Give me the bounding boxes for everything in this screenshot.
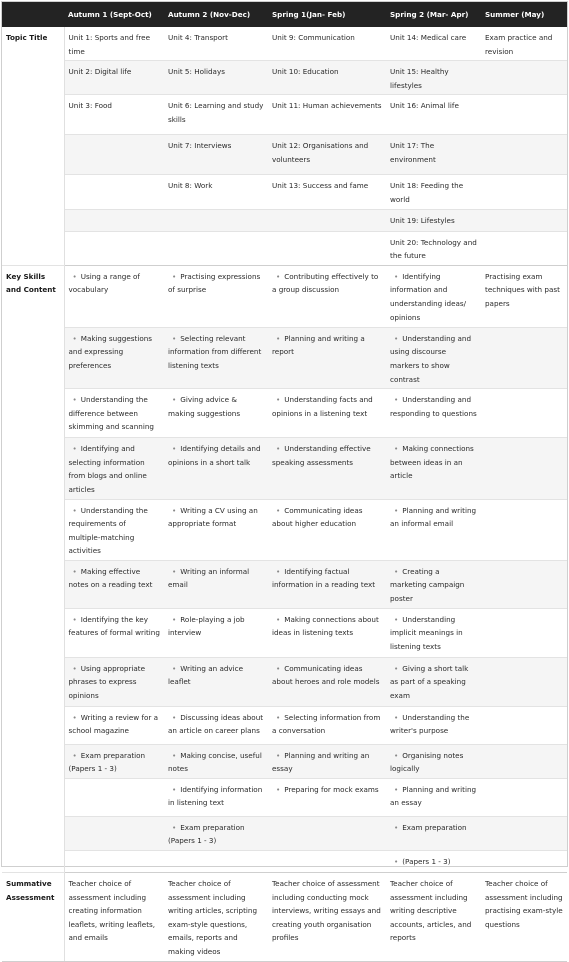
table-body [2,27,567,961]
table-cell [64,851,164,873]
header-cell-spring-2: Spring 2 (Mar- Apr) [386,2,481,27]
cell-text: Understanding the requirements of multiple-matching activities [68,505,148,556]
table-cell [268,327,386,388]
cell-text: Unit 18: Feeding the world [390,181,464,204]
table-cell [64,61,164,95]
table-cell [268,499,386,560]
table-cell [481,327,567,388]
table-cell [64,265,164,327]
cell-text: Unit 11: Human achievements [272,101,382,111]
table-cell [386,209,481,231]
table-row [2,27,567,61]
table-cell [268,657,386,706]
table-cell [481,560,567,608]
bullet-icon: • [276,614,281,624]
bullet-icon: • [276,395,281,405]
bullet-icon: • [394,333,399,343]
bullet-icon: • [394,505,399,515]
cell-text: Unit 13: Success and fame [272,181,369,191]
table-row [2,560,567,608]
table-row [2,873,567,962]
cell-text: Contributing effectively to a group discussion [272,271,379,295]
table-cell [481,706,567,744]
table-cell [481,851,567,873]
table-cell [268,389,386,438]
table-cell [64,873,164,962]
cell-text: Identifying and selecting information from blogs and online articles [68,444,147,494]
cell-text: Role-playing a job interview [168,614,245,638]
cell-text: Unit 16: Animal life [390,101,459,111]
table-cell [481,873,567,962]
cell-text: Writing an informal email [168,566,250,590]
cell-text: Making concise, useful notes [168,750,262,774]
table-cell [481,608,567,657]
cell-text: Selecting relevant information from different listening texts [168,333,262,370]
cell-text: Making suggestions and expressing preferences [68,333,153,370]
table-cell [386,657,481,706]
cell-text: Writing a review for a school magazine [68,712,159,736]
table-cell [64,209,164,231]
table-cell [386,27,481,61]
bullet-icon: • [276,712,281,722]
table-cell [386,851,481,873]
bullet-icon: • [72,663,77,673]
curriculum-table-container [1,1,568,956]
cell-text: Selecting information from a conversation [272,712,381,736]
bullet-icon: • [72,566,77,576]
table-cell [164,175,268,209]
table-cell [164,851,268,873]
bullet-icon: • [172,822,177,832]
bullet-icon: • [394,663,399,673]
cell-text: Giving a short talk as part of a speaking exam [390,663,469,700]
cell-text: Understanding implicit meanings in listening texts [390,614,463,651]
table-cell [164,95,268,135]
table-cell [164,135,268,175]
bullet-icon: • [172,333,177,343]
cell-text: Exam preparation (Papers 1 - 3) [168,822,245,846]
table-cell [64,27,164,61]
bullet-icon: • [72,614,77,624]
bullet-icon: • [276,566,281,576]
table-cell [268,175,386,209]
table-row [2,706,567,744]
table-cell [386,389,481,438]
cell-text: Planning and writing an essay [390,784,477,808]
table-header [2,2,567,27]
bullet-icon: • [276,333,281,343]
cell-text: Making effective notes on a reading text [68,566,153,590]
table-cell [164,816,268,850]
cell-text: Planning and writing a report [272,333,365,357]
cell-text: Teacher choice of assessment including writing articles, scripting exam-style questions, emails, reports and making videos [168,879,258,956]
table-cell [268,231,386,265]
bullet-icon: • [276,271,281,281]
cell-text: Identifying information and understanding ideas/ opinions [390,271,467,322]
cell-text: Writing an advice leaflet [168,663,244,687]
cell-text: Creating a marketing campaign poster [390,566,465,604]
table-cell [386,744,481,778]
table-cell [164,265,268,327]
bullet-icon: • [72,395,77,405]
bullet-icon: • [172,566,177,576]
table-cell [268,438,386,499]
cell-text: Teacher choice of assessment including practising exam-style questions [485,879,563,929]
table-cell [64,778,164,816]
table-row [2,265,567,327]
table-cell [64,135,164,175]
cell-text: Unit 14: Medical care [390,33,467,42]
table-row [2,744,567,778]
table-row [2,657,567,706]
table-cell [268,560,386,608]
bullet-icon: • [394,784,399,794]
header-cell-summer: Summer (May) [481,2,567,27]
table-cell [64,560,164,608]
table-cell [64,816,164,850]
header-cell-autumn-1: Autumn 1 (Sept-Oct) [64,2,164,27]
table-cell [481,499,567,560]
cell-text: Unit 6: Learning and study skills [168,101,264,124]
cell-text: Preparing for mock exams [284,784,379,794]
cell-text: Unit 19: Lifestyles [390,215,455,225]
cell-text: Practising exam techniques with past papers [485,271,560,308]
table-cell [164,778,268,816]
bullet-icon: • [394,444,399,454]
table-cell [386,265,481,327]
table-cell [64,499,164,560]
table-cell [268,778,386,816]
bullet-icon: • [172,614,177,624]
table-cell [64,389,164,438]
table-cell [481,209,567,231]
table-cell [268,61,386,95]
cell-text: Identifying factual information in a reading text [272,566,376,590]
table-row [2,231,567,265]
table-cell [268,608,386,657]
table-row [2,851,567,873]
table-row [2,389,567,438]
table-cell [164,873,268,962]
table-row [2,209,567,231]
bullet-icon: • [172,395,177,405]
bullet-icon: • [72,712,77,722]
cell-text: Unit 20: Technology and the future [390,237,477,261]
table-cell [268,744,386,778]
table-cell [386,816,481,850]
bullet-icon: • [394,857,399,867]
bullet-icon: • [172,712,177,722]
cell-text: Making connections between ideas in an article [390,444,474,481]
bullet-icon: • [394,395,399,405]
table-cell [481,744,567,778]
bullet-icon: • [394,614,399,624]
cell-text: Writing a CV using an appropriate format [168,505,258,529]
cell-text: Unit 1: Sports and free time [68,33,150,56]
cell-text: Communicating ideas about higher education [272,505,363,529]
cell-text: Using appropriate phrases to express opinions [68,663,146,700]
table-cell [164,560,268,608]
table-cell [386,175,481,209]
table-cell [164,27,268,61]
table-cell [164,608,268,657]
header-cell-autumn-2: Autumn 2 (Nov-Dec) [164,2,268,27]
table-cell [164,231,268,265]
section-label: Key Skills and Content [2,265,64,872]
table-cell [64,327,164,388]
table-cell [386,873,481,962]
cell-text: Understanding effective speaking assessments [272,444,371,467]
bullet-icon: • [72,333,77,343]
bullet-icon: • [394,750,399,760]
bullet-icon: • [172,444,177,454]
bullet-icon: • [172,750,177,760]
table-cell [64,438,164,499]
table-cell [386,231,481,265]
table-cell [481,265,567,327]
table-row [2,499,567,560]
bullet-icon: • [394,712,399,722]
table-cell [481,231,567,265]
table-row [2,61,567,95]
cell-text: Unit 4: Transport [168,33,228,42]
cell-text: Planning and writing an informal email [390,505,477,529]
table-cell [164,499,268,560]
cell-text: Communicating ideas about heroes and role models [272,663,380,687]
bullet-icon: • [394,822,399,832]
bullet-icon: • [172,505,177,515]
table-cell [64,657,164,706]
cell-text: (Papers 1 - 3) [402,857,451,867]
bullet-icon: • [276,784,281,794]
table-cell [386,706,481,744]
table-cell [164,706,268,744]
table-cell [164,389,268,438]
table-cell [386,778,481,816]
cell-text: Practising expressions of surprise [168,271,261,295]
curriculum-table [2,2,567,962]
table-cell [164,209,268,231]
cell-text: Unit 15: Healthy lifestyles [390,67,449,90]
header-cell-blank [2,2,64,27]
cell-text: Making connections about ideas in listening texts [272,614,379,638]
table-cell [268,135,386,175]
table-cell [386,608,481,657]
cell-text: Unit 9: Communication [272,33,355,42]
cell-text: Exam preparation [402,822,467,832]
bullet-icon: • [172,271,177,281]
cell-text: Unit 17: The environment [390,141,436,164]
cell-text: Exam preparation (Papers 1 - 3) [68,750,146,774]
bullet-icon: • [172,663,177,673]
table-cell [481,657,567,706]
table-cell [64,608,164,657]
cell-text: Unit 7: Interviews [168,141,232,151]
table-cell [268,706,386,744]
section-label: Summative Assessment [2,873,64,962]
cell-text: Discussing ideas about an article on career plans [168,712,264,736]
table-cell [64,95,164,135]
table-cell [268,95,386,135]
table-cell [164,61,268,95]
table-cell [64,744,164,778]
section-label: Topic Title [2,27,64,265]
table-cell [164,657,268,706]
cell-text: Organising notes logically [390,750,464,774]
bullet-icon: • [276,444,281,454]
table-cell [64,175,164,209]
cell-text: Teacher choice of assessment including conducting mock interviews, writing essays and creating youth organisation profiles [272,879,381,943]
header-cell-spring-1: Spring 1(Jan- Feb) [268,2,386,27]
bullet-icon: • [276,663,281,673]
cell-text: Planning and writing an essay [272,750,370,774]
table-row [2,327,567,388]
bullet-icon: • [276,505,281,515]
cell-text: Teacher choice of assessment including writing descriptive accounts, articles, and reports [390,879,472,943]
cell-text: Unit 8: Work [168,181,213,191]
cell-text: Understanding and responding to questions [390,395,477,418]
cell-text: Giving advice & making suggestions [168,395,241,418]
table-cell [268,209,386,231]
table-cell [481,95,567,135]
cell-text: Exam practice and revision [485,33,553,56]
cell-text: Identifying details and opinions in a short talk [168,444,261,467]
table-cell [386,61,481,95]
bullet-icon: • [172,784,177,794]
table-row [2,438,567,499]
table-cell [164,327,268,388]
table-cell [481,389,567,438]
table-cell [386,438,481,499]
table-cell [386,499,481,560]
bullet-icon: • [394,566,399,576]
table-cell [481,175,567,209]
table-cell [386,135,481,175]
cell-text: Unit 12: Organisations and volunteers [272,141,369,164]
cell-text: Identifying information in listening text [168,784,263,808]
table-cell [481,816,567,850]
table-cell [268,851,386,873]
table-row [2,778,567,816]
table-cell [481,135,567,175]
cell-text: Unit 5: Holidays [168,67,225,77]
table-row [2,95,567,135]
table-cell [386,95,481,135]
table-cell [268,816,386,850]
bullet-icon: • [72,444,77,454]
cell-text: Teacher choice of assessment including creating information leaflets, writing leaflets, and emails [68,879,156,943]
bullet-icon: • [72,750,77,760]
cell-text: Unit 2: Digital life [68,67,132,77]
table-row [2,175,567,209]
table-cell [64,231,164,265]
table-cell [268,27,386,61]
cell-text: Using a range of vocabulary [68,271,140,295]
table-cell [386,327,481,388]
table-cell [481,438,567,499]
table-cell [386,560,481,608]
cell-text: Understanding the difference between skimming and scanning [68,395,154,432]
table-row [2,135,567,175]
table-cell [268,873,386,962]
bullet-icon: • [394,271,399,281]
table-cell [481,778,567,816]
cell-text: Identifying the key features of formal writing [68,614,160,638]
bullet-icon: • [72,505,77,515]
cell-text: Understanding and using discourse markers to show contrast [390,333,472,384]
table-cell [268,265,386,327]
table-cell [481,61,567,95]
cell-text: Understanding the writer's purpose [390,712,470,736]
table-cell [481,27,567,61]
table-cell [164,744,268,778]
bullet-icon: • [72,271,77,281]
cell-text: Unit 10: Education [272,67,339,77]
cell-text: Unit 3: Food [68,101,112,111]
bullet-icon: • [276,750,281,760]
cell-text: Understanding facts and opinions in a listening text [272,395,373,418]
table-row [2,816,567,850]
table-cell [64,706,164,744]
table-cell [164,438,268,499]
table-row [2,608,567,657]
